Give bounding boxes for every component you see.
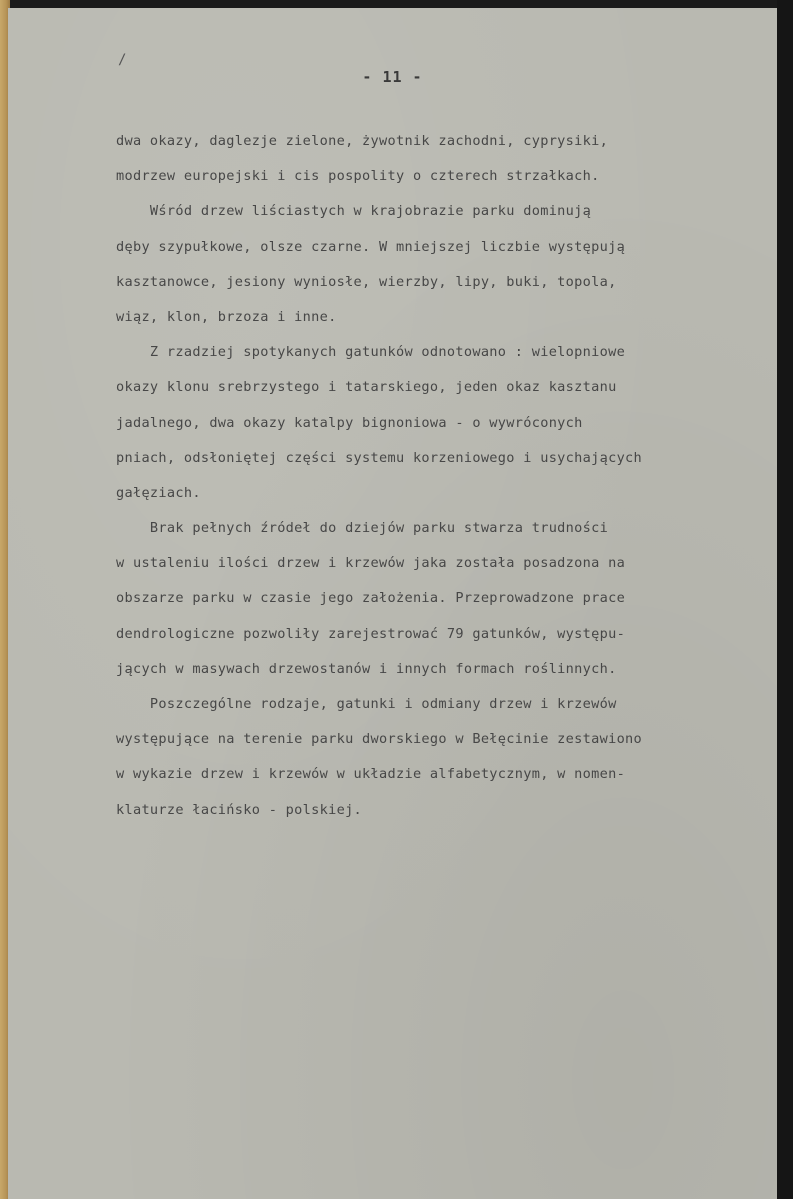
page-number: - 11 - xyxy=(362,68,423,86)
text-line: występujące na terenie parku dworskiego w Bełęcinie zestawiono xyxy=(116,731,643,748)
text-line: Wśród drzew liściastych w krajobrazie parku dominują xyxy=(116,203,592,220)
text-line: jadalnego, dwa okazy katalpy bignoniowa - o wywróconych xyxy=(116,414,583,431)
text-line: gałęziach. xyxy=(116,484,201,501)
typewritten-page xyxy=(8,8,777,1199)
text-line: okazy klonu srebrzystego i tatarskiego, jeden okaz kasztanu xyxy=(116,379,617,396)
text-line: Poszczególne rodzaje, gatunki i odmiany drzew i krzewów xyxy=(116,696,617,712)
text-line: pniach, odsłoniętej części systemu korzeniowego i usychających xyxy=(116,449,643,466)
text-line: klaturze łacińsko - polskiej. xyxy=(116,801,363,818)
body-text xyxy=(116,124,776,828)
text-line: wiąz, klon, brzoza i inne. xyxy=(116,308,337,325)
text-line: obszarze parku w czasie jego założenia. Przeprowadzone prace xyxy=(116,590,626,607)
pencil-mark: / xyxy=(118,52,127,68)
text-line: w ustaleniu ilości drzew i krzewów jaka została posadzona na xyxy=(116,555,626,572)
text-line: modrzew europejski i cis pospolity o czterech strzałkach. xyxy=(116,168,600,185)
text-line: Z rzadziej spotykanych gatunków odnotowano : wielopniowe xyxy=(116,344,626,361)
text-line: jących w masywach drzewostanów i innych formach roślinnych. xyxy=(116,660,617,677)
text-line: w wykazie drzew i krzewów w układzie alfabetycznym, w nomen- xyxy=(116,766,626,783)
text-line: dendrologiczne pozwoliły zarejestrować 79 gatunków, występu- xyxy=(116,625,626,642)
text-line: kasztanowce, jesiony wyniosłe, wierzby, lipy, buki, topola, xyxy=(116,273,617,290)
scan-border xyxy=(777,0,793,1199)
text-line: dwa okazy, daglezje zielone, żywotnik zachodni, cyprysiki, xyxy=(116,133,609,149)
text-line: Brak pełnych źródeł do dziejów parku stwarza trudności xyxy=(116,520,609,537)
text-line: dęby szypułkowe, olsze czarne. W mniejszej liczbie występują xyxy=(116,238,626,255)
